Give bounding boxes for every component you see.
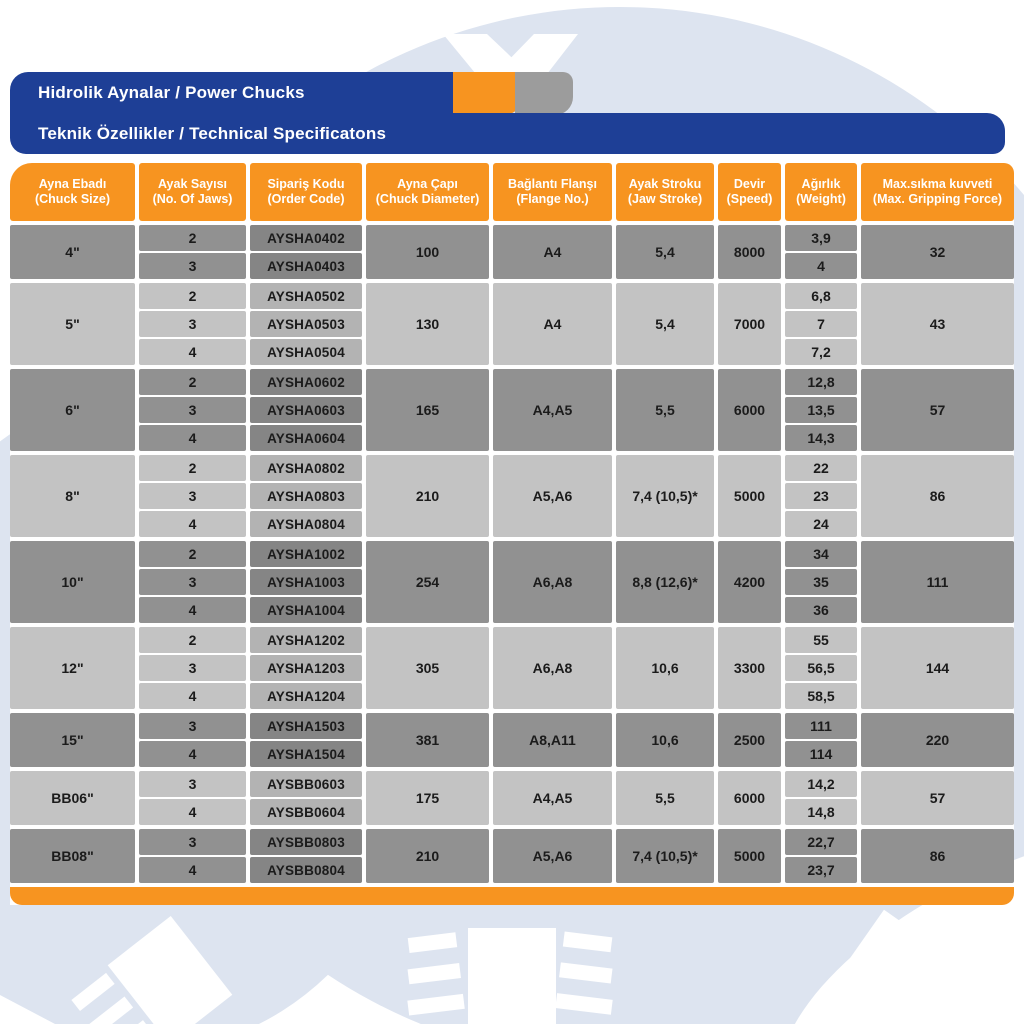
cell-jaw-count: 2	[139, 283, 246, 309]
cell-jaw-count: 4	[139, 339, 246, 365]
cell-jaw-count: 4	[139, 597, 246, 623]
cell-speed: 6000	[718, 771, 781, 825]
cell-jaw-count: 2	[139, 369, 246, 395]
cell-flange-no: A4,A5	[493, 771, 612, 825]
cell-jaw-stroke: 7,4 (10,5)*	[616, 829, 714, 883]
cell-jaw-stroke: 5,5	[616, 369, 714, 451]
column-header-label: (Jaw Stroke)	[627, 192, 703, 206]
cell-jaw-count: 3	[139, 311, 246, 337]
cell-order-code: AYSHA0402	[250, 225, 362, 251]
cell-chuck-diameter: 305	[366, 627, 489, 709]
cell-order-code: AYSHA1003	[250, 569, 362, 595]
cell-jaw-count: 4	[139, 511, 246, 537]
cell-speed: 7000	[718, 283, 781, 365]
cell-chuck-diameter: 381	[366, 713, 489, 767]
cell-jaw-count: 3	[139, 713, 246, 739]
cell-chuck-diameter: 165	[366, 369, 489, 451]
cell-speed: 3300	[718, 627, 781, 709]
cell-order-code: AYSBB0804	[250, 857, 362, 883]
cell-jaw-stroke: 7,4 (10,5)*	[616, 455, 714, 537]
column-header-label: (No. Of Jaws)	[152, 192, 233, 206]
chuck-group-row	[10, 627, 1014, 709]
cell-weight: 55	[785, 627, 857, 653]
cell-order-code: AYSHA0602	[250, 369, 362, 395]
cell-weight: 12,8	[785, 369, 857, 395]
column-header-label: (Flange No.)	[516, 192, 589, 206]
cell-speed: 5000	[718, 455, 781, 537]
column-header-4	[366, 163, 489, 221]
cell-order-code: AYSHA1204	[250, 683, 362, 709]
chuck-group-row	[10, 225, 1014, 279]
column-header-label: (Order Code)	[267, 192, 345, 206]
cell-jaw-count: 2	[139, 541, 246, 567]
cell-order-code: AYSHA1002	[250, 541, 362, 567]
cell-order-code: AYSHA1503	[250, 713, 362, 739]
cell-jaw-count: 3	[139, 829, 246, 855]
cell-weight: 7,2	[785, 339, 857, 365]
cell-weight: 58,5	[785, 683, 857, 709]
cell-chuck-diameter: 210	[366, 829, 489, 883]
cell-chuck-size: 5"	[10, 283, 135, 365]
cell-weight: 14,8	[785, 799, 857, 825]
column-header-7	[718, 163, 781, 221]
cell-weight: 34	[785, 541, 857, 567]
cell-chuck-diameter: 100	[366, 225, 489, 279]
cell-chuck-size: 6"	[10, 369, 135, 451]
cell-jaw-stroke: 5,4	[616, 225, 714, 279]
column-header-label: (Max. Gripping Force)	[872, 192, 1003, 206]
cell-order-code: AYSHA1202	[250, 627, 362, 653]
column-header-8	[785, 163, 857, 221]
cell-gripping-force: 111	[861, 541, 1014, 623]
column-header-label: (Chuck Diameter)	[375, 192, 480, 206]
cell-jaw-count: 4	[139, 857, 246, 883]
cell-gripping-force: 86	[861, 455, 1014, 537]
cell-jaw-count: 4	[139, 799, 246, 825]
cell-flange-no: A6,A8	[493, 627, 612, 709]
cell-jaw-count: 4	[139, 741, 246, 767]
cell-weight: 4	[785, 253, 857, 279]
cell-jaw-count: 4	[139, 425, 246, 451]
column-header-label: Ayak Sayısı	[157, 177, 228, 191]
cell-chuck-size: 8"	[10, 455, 135, 537]
chuck-group-row	[10, 829, 1014, 883]
column-header-9	[861, 163, 1014, 221]
cell-chuck-size: 4"	[10, 225, 135, 279]
cell-jaw-count: 3	[139, 483, 246, 509]
table-header-row	[10, 163, 1014, 221]
cell-chuck-diameter: 210	[366, 455, 489, 537]
cell-order-code: AYSHA0802	[250, 455, 362, 481]
cell-speed: 5000	[718, 829, 781, 883]
column-header-label: Ayna Çapı	[397, 177, 458, 191]
cell-gripping-force: 57	[861, 369, 1014, 451]
cell-jaw-stroke: 5,4	[616, 283, 714, 365]
cell-jaw-stroke: 10,6	[616, 627, 714, 709]
chuck-group-row	[10, 771, 1014, 825]
cell-jaw-stroke: 8,8 (12,6)*	[616, 541, 714, 623]
column-header-2	[139, 163, 246, 221]
chuck-group-row	[10, 713, 1014, 767]
cell-flange-no: A6,A8	[493, 541, 612, 623]
cell-order-code: AYSHA0603	[250, 397, 362, 423]
cell-weight: 24	[785, 511, 857, 537]
cell-weight: 6,8	[785, 283, 857, 309]
cell-gripping-force: 32	[861, 225, 1014, 279]
column-header-label: (Weight)	[796, 192, 846, 206]
page-subtitle: Teknik Özellikler / Technical Specificatons	[38, 124, 387, 143]
chuck-group-row	[10, 369, 1014, 451]
title-tab-gray	[515, 72, 573, 115]
cell-flange-no: A4	[493, 225, 612, 279]
cell-jaw-count: 3	[139, 655, 246, 681]
chuck-group-row	[10, 455, 1014, 537]
column-header-1	[10, 163, 135, 221]
spec-table	[10, 154, 1014, 905]
cell-chuck-size: 12"	[10, 627, 135, 709]
cell-jaw-count: 3	[139, 771, 246, 797]
cell-flange-no: A5,A6	[493, 829, 612, 883]
cell-chuck-diameter: 130	[366, 283, 489, 365]
column-header-label: Ayak Stroku	[628, 177, 702, 191]
cell-jaw-count: 3	[139, 397, 246, 423]
column-header-label: Devir	[733, 177, 766, 191]
cell-weight: 22	[785, 455, 857, 481]
title-band-block	[10, 72, 1014, 154]
column-header-3	[250, 163, 362, 221]
cell-weight: 13,5	[785, 397, 857, 423]
column-header-label: (Speed)	[726, 192, 773, 206]
cell-order-code: AYSHA1203	[250, 655, 362, 681]
column-header-label: Ağırlık	[801, 177, 841, 191]
cell-order-code: AYSHA0604	[250, 425, 362, 451]
cell-order-code: AYSBB0604	[250, 799, 362, 825]
cell-chuck-diameter: 175	[366, 771, 489, 825]
column-header-label: Ayna Ebadı	[38, 177, 107, 191]
cell-gripping-force: 220	[861, 713, 1014, 767]
cell-gripping-force: 144	[861, 627, 1014, 709]
cell-weight: 36	[785, 597, 857, 623]
cell-weight: 14,2	[785, 771, 857, 797]
cell-order-code: AYSHA0403	[250, 253, 362, 279]
cell-gripping-force: 57	[861, 771, 1014, 825]
cell-weight: 7	[785, 311, 857, 337]
column-header-6	[616, 163, 714, 221]
page-title: Hidrolik Aynalar / Power Chucks	[38, 83, 305, 102]
cell-chuck-size: BB08"	[10, 829, 135, 883]
chuck-group-row	[10, 541, 1014, 623]
cell-weight: 23,7	[785, 857, 857, 883]
cell-weight: 23	[785, 483, 857, 509]
cell-weight: 111	[785, 713, 857, 739]
cell-jaw-count: 2	[139, 455, 246, 481]
cell-order-code: AYSBB0803	[250, 829, 362, 855]
cell-jaw-stroke: 5,5	[616, 771, 714, 825]
cell-flange-no: A8,A11	[493, 713, 612, 767]
column-header-5	[493, 163, 612, 221]
cell-jaw-count: 3	[139, 253, 246, 279]
column-header-label: (Chuck Size)	[34, 192, 110, 206]
cell-gripping-force: 43	[861, 283, 1014, 365]
cell-order-code: AYSHA0502	[250, 283, 362, 309]
column-header-label: Max.sıkma kuvveti	[882, 177, 993, 191]
cell-order-code: AYSHA0504	[250, 339, 362, 365]
cell-weight: 35	[785, 569, 857, 595]
cell-chuck-size: 10"	[10, 541, 135, 623]
cell-speed: 4200	[718, 541, 781, 623]
cell-jaw-count: 3	[139, 569, 246, 595]
cell-weight: 3,9	[785, 225, 857, 251]
cell-chuck-size: BB06"	[10, 771, 135, 825]
column-header-label: Sipariş Kodu	[267, 177, 345, 191]
cell-speed: 2500	[718, 713, 781, 767]
cell-weight: 22,7	[785, 829, 857, 855]
cell-order-code: AYSHA0803	[250, 483, 362, 509]
table-body	[10, 225, 1014, 883]
table-footer-bar	[10, 887, 1014, 905]
column-header-label: Bağlantı Flanşı	[508, 177, 597, 191]
cell-order-code: AYSHA0804	[250, 511, 362, 537]
chuck-group-row	[10, 283, 1014, 365]
cell-chuck-diameter: 254	[366, 541, 489, 623]
cell-jaw-count: 4	[139, 683, 246, 709]
cell-order-code: AYSHA1504	[250, 741, 362, 767]
cell-weight: 56,5	[785, 655, 857, 681]
cell-speed: 8000	[718, 225, 781, 279]
cell-order-code: AYSHA0503	[250, 311, 362, 337]
cell-weight: 14,3	[785, 425, 857, 451]
cell-flange-no: A5,A6	[493, 455, 612, 537]
cell-weight: 114	[785, 741, 857, 767]
cell-chuck-size: 15"	[10, 713, 135, 767]
cell-jaw-count: 2	[139, 225, 246, 251]
cell-flange-no: A4,A5	[493, 369, 612, 451]
cell-flange-no: A4	[493, 283, 612, 365]
cell-jaw-stroke: 10,6	[616, 713, 714, 767]
cell-order-code: AYSHA1004	[250, 597, 362, 623]
cell-gripping-force: 86	[861, 829, 1014, 883]
cell-order-code: AYSBB0603	[250, 771, 362, 797]
cell-speed: 6000	[718, 369, 781, 451]
cell-jaw-count: 2	[139, 627, 246, 653]
